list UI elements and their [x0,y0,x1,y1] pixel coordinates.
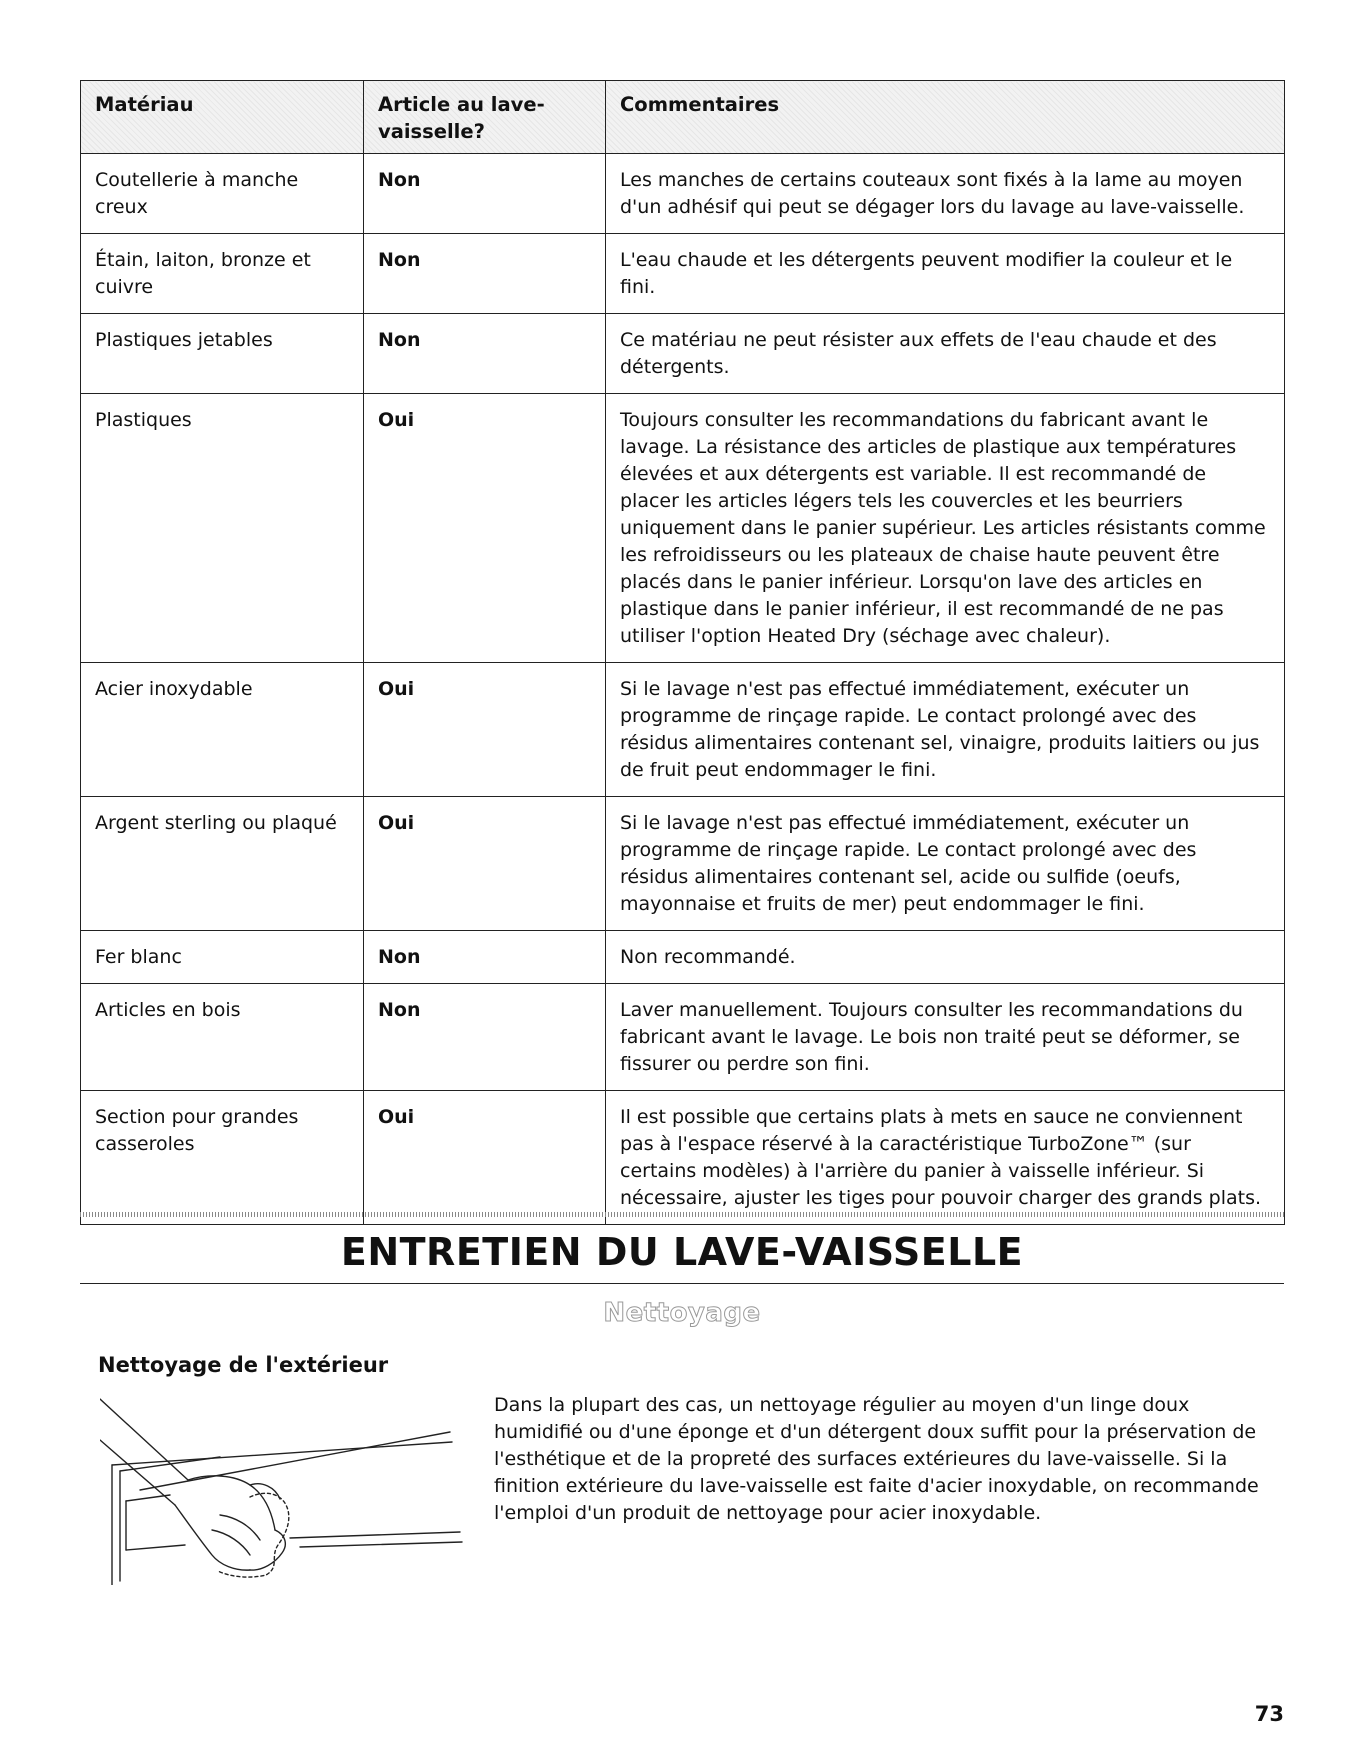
table-header-row [81,81,1285,154]
subsection-title: Nettoyage [603,1298,761,1328]
title-divider [80,1283,1284,1284]
cleaning-paragraph: Dans la plupart des cas, un nettoyage régulier au moyen d'un linge doux humidifié ou d'une éponge et d'un détergent doux suffit pour la préservation de l'esthétique et de la propreté des surfaces extérieures du lave-vaisselle. Si la finition extérieure du lave-vaisselle est faite d'acier inoxydable, on recommande l'emploi d'un produit de nettoyage pour acier inoxydable. [494,1394,1259,1524]
header-dishwasher-safe: Article au lave-vaisselle? [364,81,606,154]
header-material: Matériau [81,81,364,154]
table-row [81,1091,1285,1225]
table-row [81,234,1285,314]
table-row [81,984,1285,1091]
comment-cell: Laver manuellement. Toujours consulter les recommandations du fabricant avant le lavage. Le bois non traité peut se déformer, se fissurer ou perdre son fini. [606,984,1285,1091]
subheading: Nettoyage de l'extérieur [98,1353,389,1377]
materials-table [80,80,1285,1225]
table-row [81,797,1285,931]
comment-cell: Il est possible que certains plats à mets en sauce ne conviennent pas à l'espace réservé à la caractéristique TurboZone™ (sur certains modèles) à l'arrière du panier à vaisselle inférieur. Si nécessaire, ajuster les tiges pour pouvoir charger des grands plats. [606,1091,1285,1225]
hand-wiping-door-icon [100,1395,480,1585]
material-cell: Section pour grandes casseroles [81,1091,364,1225]
comment-cell: Ce matériau ne peut résister aux effets de l'eau chaude et des détergents. [606,314,1285,394]
dishwasher-safe-cell: Non [364,234,606,314]
comment-cell: L'eau chaude et les détergents peuvent modifier la couleur et le fini. [606,234,1285,314]
table-row [81,154,1285,234]
material-cell: Articles en bois [81,984,364,1091]
dishwasher-safe-cell: Oui [364,663,606,797]
page-number: 73 [1254,1702,1284,1726]
comment-cell: Les manches de certains couteaux sont fixés à la lame au moyen d'un adhésif qui peut se dégager lors du lavage au lave-vaisselle. [606,154,1285,234]
comment-cell: Non recommandé. [606,931,1285,984]
material-cell: Fer blanc [81,931,364,984]
material-cell: Étain, laiton, bronze et cuivre [81,234,364,314]
material-cell: Acier inoxydable [81,663,364,797]
comment-cell: Si le lavage n'est pas effectué immédiatement, exécuter un programme de rinçage rapide. Le contact prolongé avec des résidus alimentaires contenant sel, vinaigre, produits laitiers ou jus de fruit peut endommager le fini. [606,663,1285,797]
material-cell: Plastiques [81,394,364,663]
dishwasher-safe-cell: Oui [364,797,606,931]
material-cell: Plastiques jetables [81,314,364,394]
table-row [81,931,1285,984]
material-cell: Coutellerie à manche creux [81,154,364,234]
comment-cell: Toujours consulter les recommandations du fabricant avant le lavage. La résistance des articles de plastique aux températures élevées et aux détergents est variable. Il est recommandé de placer les articles légers tels les couvercles et les beurriers uniquement dans le panier supérieur. Les articles résistants comme les refroidisseurs ou les plateaux de chaise haute peuvent être placés dans le panier inférieur. Lorsqu'on lave des articles en plastique dans le panier inférieur, il est recommandé de ne pas utiliser l'option Heated Dry (séchage avec chaleur). [606,394,1285,663]
section-title: ENTRETIEN DU LAVE-VAISSELLE [340,1230,1024,1274]
dishwasher-safe-cell: Oui [364,394,606,663]
dishwasher-safe-cell: Non [364,984,606,1091]
material-cell: Argent sterling ou plaqué [81,797,364,931]
table-row [81,314,1285,394]
dishwasher-safe-cell: Non [364,154,606,234]
dishwasher-safe-cell: Non [364,931,606,984]
table-row [81,394,1285,663]
header-comments: Commentaires [606,81,1285,154]
dotted-divider [80,1212,1284,1217]
comment-cell: Si le lavage n'est pas effectué immédiatement, exécuter un programme de rinçage rapide. Le contact prolongé avec des résidus alimentaires contenant sel, acide ou sulfide (oeufs, mayonnaise et fruits de mer) peut endommager le fini. [606,797,1285,931]
table-row [81,663,1285,797]
dishwasher-safe-cell: Non [364,314,606,394]
dishwasher-safe-cell: Oui [364,1091,606,1225]
